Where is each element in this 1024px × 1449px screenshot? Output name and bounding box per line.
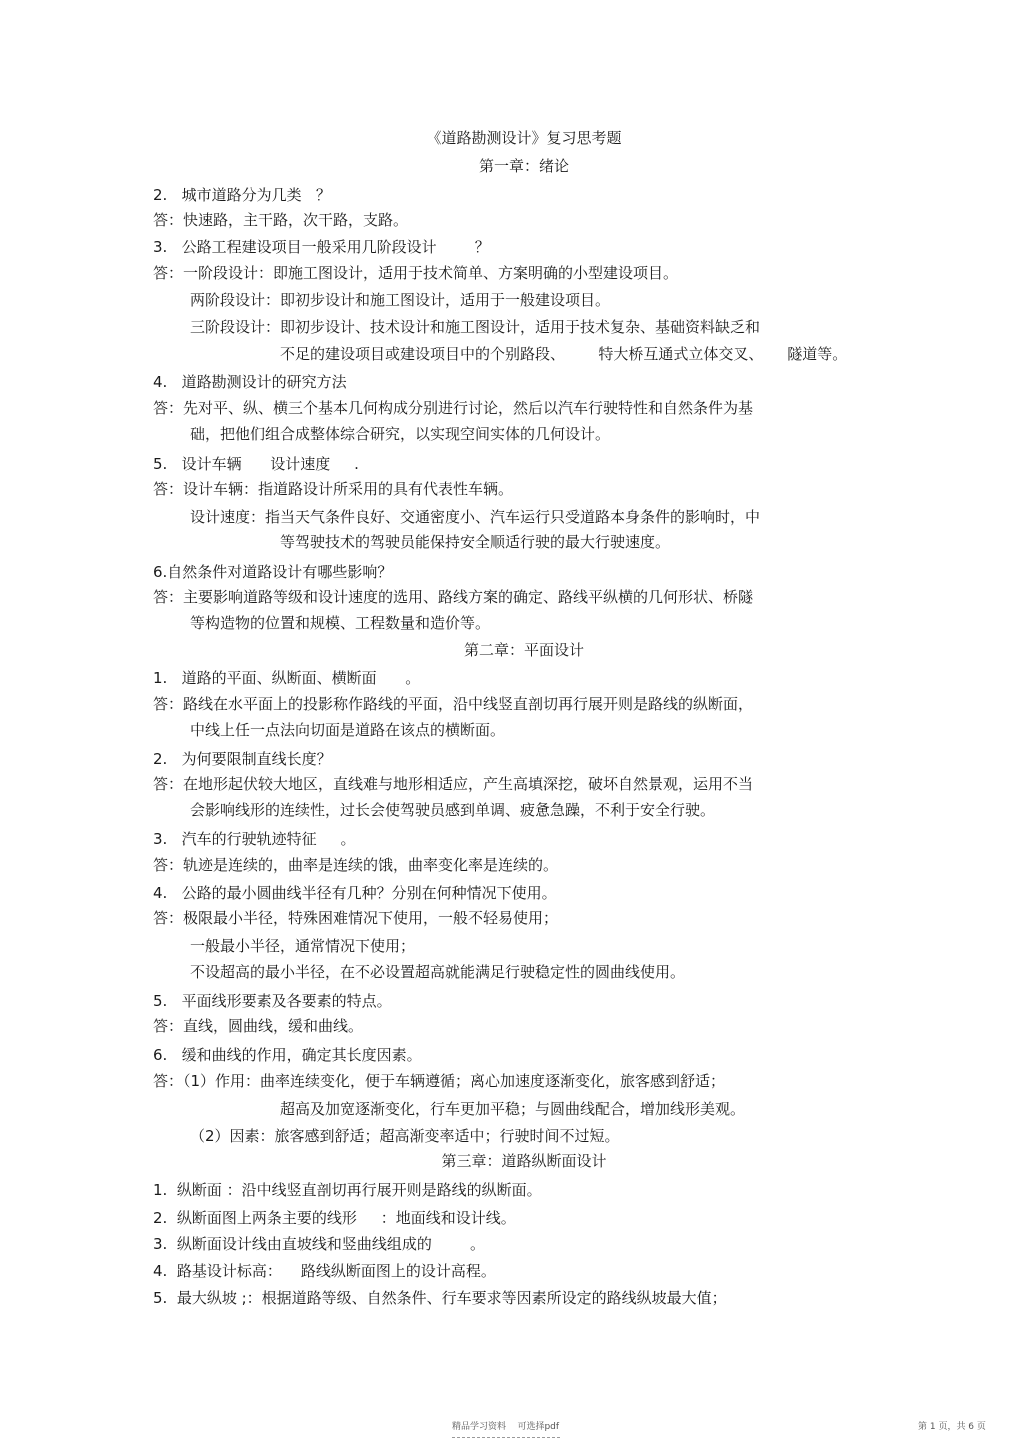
question: 6. 缓和曲线的作用，确定其长度因素。 — [153, 1046, 422, 1064]
answer: 答：设计车辆：指道路设计所采用的具有代表性车辆。 — [153, 480, 514, 498]
question: 2. 城市道路分为几类 ？ — [153, 186, 331, 204]
answer-line: 两阶段设计：即初步设计和施工图设计，适用于一般建设项目。 — [190, 291, 611, 309]
question: 2. 为何要限制直线长度？ — [153, 750, 332, 768]
page-number: 第 1 页，共 6 页 — [918, 1422, 986, 1432]
question: 5. 平面线形要素及各要素的特点。 — [153, 992, 392, 1010]
chapter-heading: 第一章：绪论 — [478, 157, 569, 175]
answer-line: 础，把他们组合成整体综合研究，以实现空间实体的几何设计。 — [190, 425, 611, 443]
answer: 答：主要影响道路等级和设计速度的选用、路线方案的确定、路线平纵横的几何形状、桥隧 — [153, 588, 754, 606]
footer-rule — [452, 1437, 560, 1438]
answer-line: 不设超高的最小半径，在不必设置超高就能满足行驶稳定性的圆曲线使用。 — [190, 963, 686, 981]
answer-line: 三阶段设计：即初步设计、技术设计和施工图设计，适用于技术复杂、基础资料缺乏和 — [190, 318, 761, 336]
definition: 2. 纵断面图上两条主要的线形 ：地面线和设计线。 — [153, 1209, 516, 1227]
question: 1. 道路的平面、纵断面、横断面 。 — [153, 669, 421, 687]
answer: 答：先对平、纵、横三个基本几何构成分别进行讨论，然后以汽车行驶特性和自然条件为基 — [153, 399, 754, 417]
question: 6.自然条件对道路设计有哪些影响？ — [153, 563, 393, 581]
answer: 答：在地形起伏较大地区，直线难与地形相适应，产生高填深挖，破坏自然景观，运用不当 — [153, 775, 754, 793]
answer-line: 一般最小半径，通常情况下使用； — [190, 937, 416, 955]
question: 5. 设计车辆 设计速度 . — [153, 455, 359, 473]
question: 3. 汽车的行驶轨迹特征 。 — [153, 830, 356, 848]
footer-watermark: 精品学习资料 可选择pdf — [452, 1422, 560, 1432]
answer-line: 会影响线形的连续性，过长会使驾驶员感到单调、疲惫急躁，不利于安全行驶。 — [190, 801, 716, 819]
question: 4. 公路的最小圆曲线半径有几种？分别在何种情况下使用。 — [153, 884, 557, 902]
answer: 答：直线，圆曲线，缓和曲线。 — [153, 1017, 364, 1035]
answer-line: 设计速度：指当天气条件良好、交通密度小、汽车运行只受道路本身条件的影响时，中 — [190, 508, 761, 526]
answer-line: （2）因素：旅客感到舒适；超高渐变率适中；行驶时间不过短。 — [190, 1127, 620, 1145]
chapter-heading: 第二章：平面设计 — [463, 641, 584, 659]
chapter-heading: 第三章：道路纵断面设计 — [441, 1152, 607, 1170]
question: 3. 公路工程建设项目一般采用几阶段设计 ？ — [153, 238, 490, 256]
definition: 4. 路基设计标高： 路线纵断面图上的设计高程。 — [153, 1262, 496, 1280]
document-title: 《道路勘测设计》复习思考题 — [426, 129, 622, 147]
answer-line: 等驾驶技术的驾驶员能保持安全顺适行驶的最大行驶速度。 — [280, 533, 671, 551]
definition: 3. 纵断面设计线由直坡线和竖曲线组成的 。 — [153, 1235, 485, 1253]
answer-line: 中线上任一点法向切面是道路在该点的横断面。 — [190, 721, 506, 739]
answer: 答：一阶段设计：即施工图设计，适用于技术简单、方案明确的小型建设项目。 — [153, 264, 679, 282]
answer: 答：（1）作用：曲率连续变化，便于车辆遵循；离心加速度逐渐变化，旅客感到舒适； — [153, 1072, 726, 1090]
answer-line: 超高及加宽逐渐变化，行车更加平稳；与圆曲线配合，增加线形美观。 — [280, 1100, 746, 1118]
answer: 答：极限最小半径，特殊困难情况下使用，一般不轻易使用； — [153, 909, 559, 927]
answer: 答：路线在水平面上的投影称作路线的平面，沿中线竖直剖切再行展开则是路线的纵断面， — [153, 695, 754, 713]
definition: 1. 纵断面 ：沿中线竖直剖切再行展开则是路线的纵断面。 — [153, 1181, 542, 1199]
answer: 答：快速路，主干路，次干路，支路。 — [153, 211, 409, 229]
answer-line: 等构造物的位置和规模、工程数量和造价等。 — [190, 614, 491, 632]
answer-line: 不足的建设项目或建设项目中的个别路段、 特大桥互通式立体交叉、 隧道等。 — [280, 345, 848, 363]
question: 4. 道路勘测设计的研究方法 — [153, 373, 347, 391]
answer: 答：轨迹是连续的，曲率是连续的饿，曲率变化率是连续的。 — [153, 856, 559, 874]
definition: 5. 最大纵坡 ;：根据道路等级、自然条件、行车要求等因素所设定的路线纵坡最大值； — [153, 1289, 727, 1307]
